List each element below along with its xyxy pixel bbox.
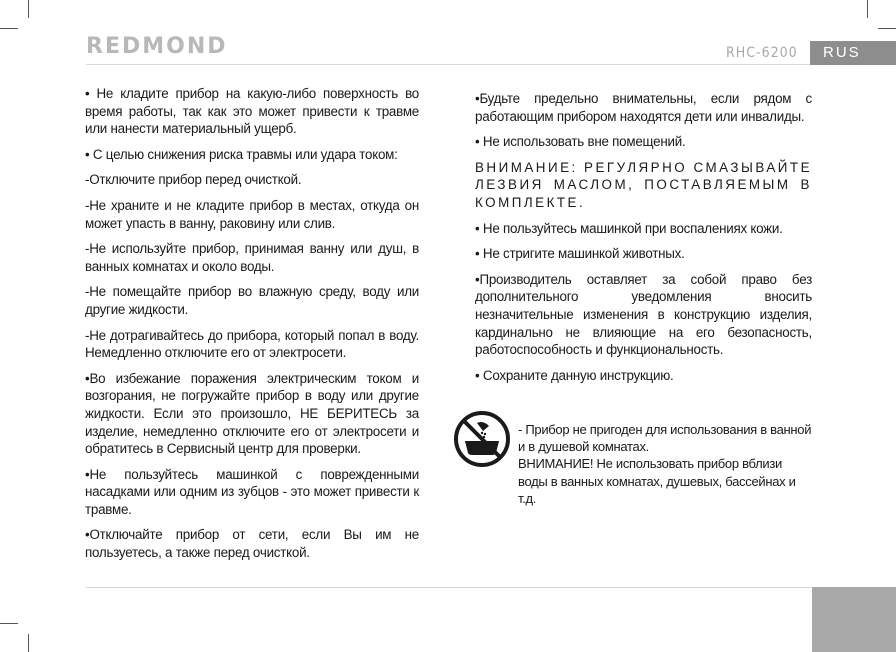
paragraph: -Не используйте прибор, принимая ванну или душ, в ванных комнатах и около воды. [85, 241, 419, 274]
paragraph: •Производитель оставляет за собой право без дополнительного уведомления вносить незначительные изменения в конструкцию изделия, кардинально не влияющие на его безопасность, работоспособность и функциональность. [475, 271, 812, 358]
footer-divider [86, 587, 811, 588]
crop-mark [28, 634, 29, 652]
paragraph: •Будьте предельно внимательны, если рядом с работающим прибором находятся дети или инвалиды. [475, 91, 812, 124]
page-tab-marker [812, 587, 896, 652]
paragraph: •Во избежание поражения электрическим током и возгорания, не погружайте прибор в воду или другие жидкости. Если это произошло, НЕ БЕРИТЕСЬ за изделие, немедленно отключите его от электросети и обратитесь в Сервисный центр для проверки. [85, 370, 419, 457]
crop-mark [867, 0, 868, 18]
paragraph: • Не использовать вне помещений. [475, 134, 686, 150]
paragraph: • Не стригите машинкой животных. [475, 246, 685, 262]
paragraph: •Не пользуйтесь машинкой с поврежденными насадками или одним из зубцов - это может привести к травме. [85, 466, 419, 517]
no-bath-shower-icon [453, 410, 511, 468]
crop-mark [0, 28, 18, 29]
crop-mark [878, 28, 896, 29]
warning-line: ВНИМАНИЕ! Не использовать прибор вблизи воды в ванных комнатах, душевых, бассейнах и т.д. [518, 456, 796, 506]
paragraph: -Не дотрагивайтесь до прибора, который попал в воду. Немедленно отключите его от электросети. [85, 327, 419, 361]
warning-line: - Прибор не пригоден для использования в ванной и в душевой комнатах. [518, 422, 812, 455]
paragraph: • Сохраните данную инструкцию. [475, 367, 674, 383]
crop-mark [0, 623, 18, 624]
bath-warning-text [518, 421, 814, 507]
paragraph: -Не помещайте прибор во влажную среду, воду или другие жидкости. [85, 284, 419, 317]
lubrication-warning: ВНИМАНИЕ: РЕГУЛЯРНО СМАЗЫВАЙТЕ ЛЕЗВИЯ МАСЛОМ, ПОСТАВЛЯЕМЫМ В КОМПЛЕКТЕ. [475, 159, 812, 210]
paragraph: • С целью снижения риска травмы или удара током: [85, 146, 398, 162]
left-column [85, 85, 419, 570]
paragraph: -Не храните и не кладите прибор в местах, откуда он может упасть в ванну, раковину или слив. [85, 197, 419, 231]
crop-mark [28, 0, 29, 18]
model-number: RHC-6200 [726, 45, 798, 61]
right-column [475, 90, 812, 392]
paragraph: • Не пользуйтесь машинкой при воспалениях кожи. [475, 220, 783, 236]
paragraph: •Отключайте прибор от сети, если Вы им не пользуетесь, а также перед очисткой. [85, 527, 419, 561]
paragraph: • Не кладите прибор на какую-либо поверхность во время работы, так как это может привести к травме или нанести материальный ущерб. [85, 86, 419, 137]
header-divider [86, 64, 810, 65]
brand-logo: REDMOND [86, 34, 228, 59]
language-badge: RUS [810, 41, 896, 65]
paragraph: -Отключите прибор перед очисткой. [85, 172, 302, 188]
